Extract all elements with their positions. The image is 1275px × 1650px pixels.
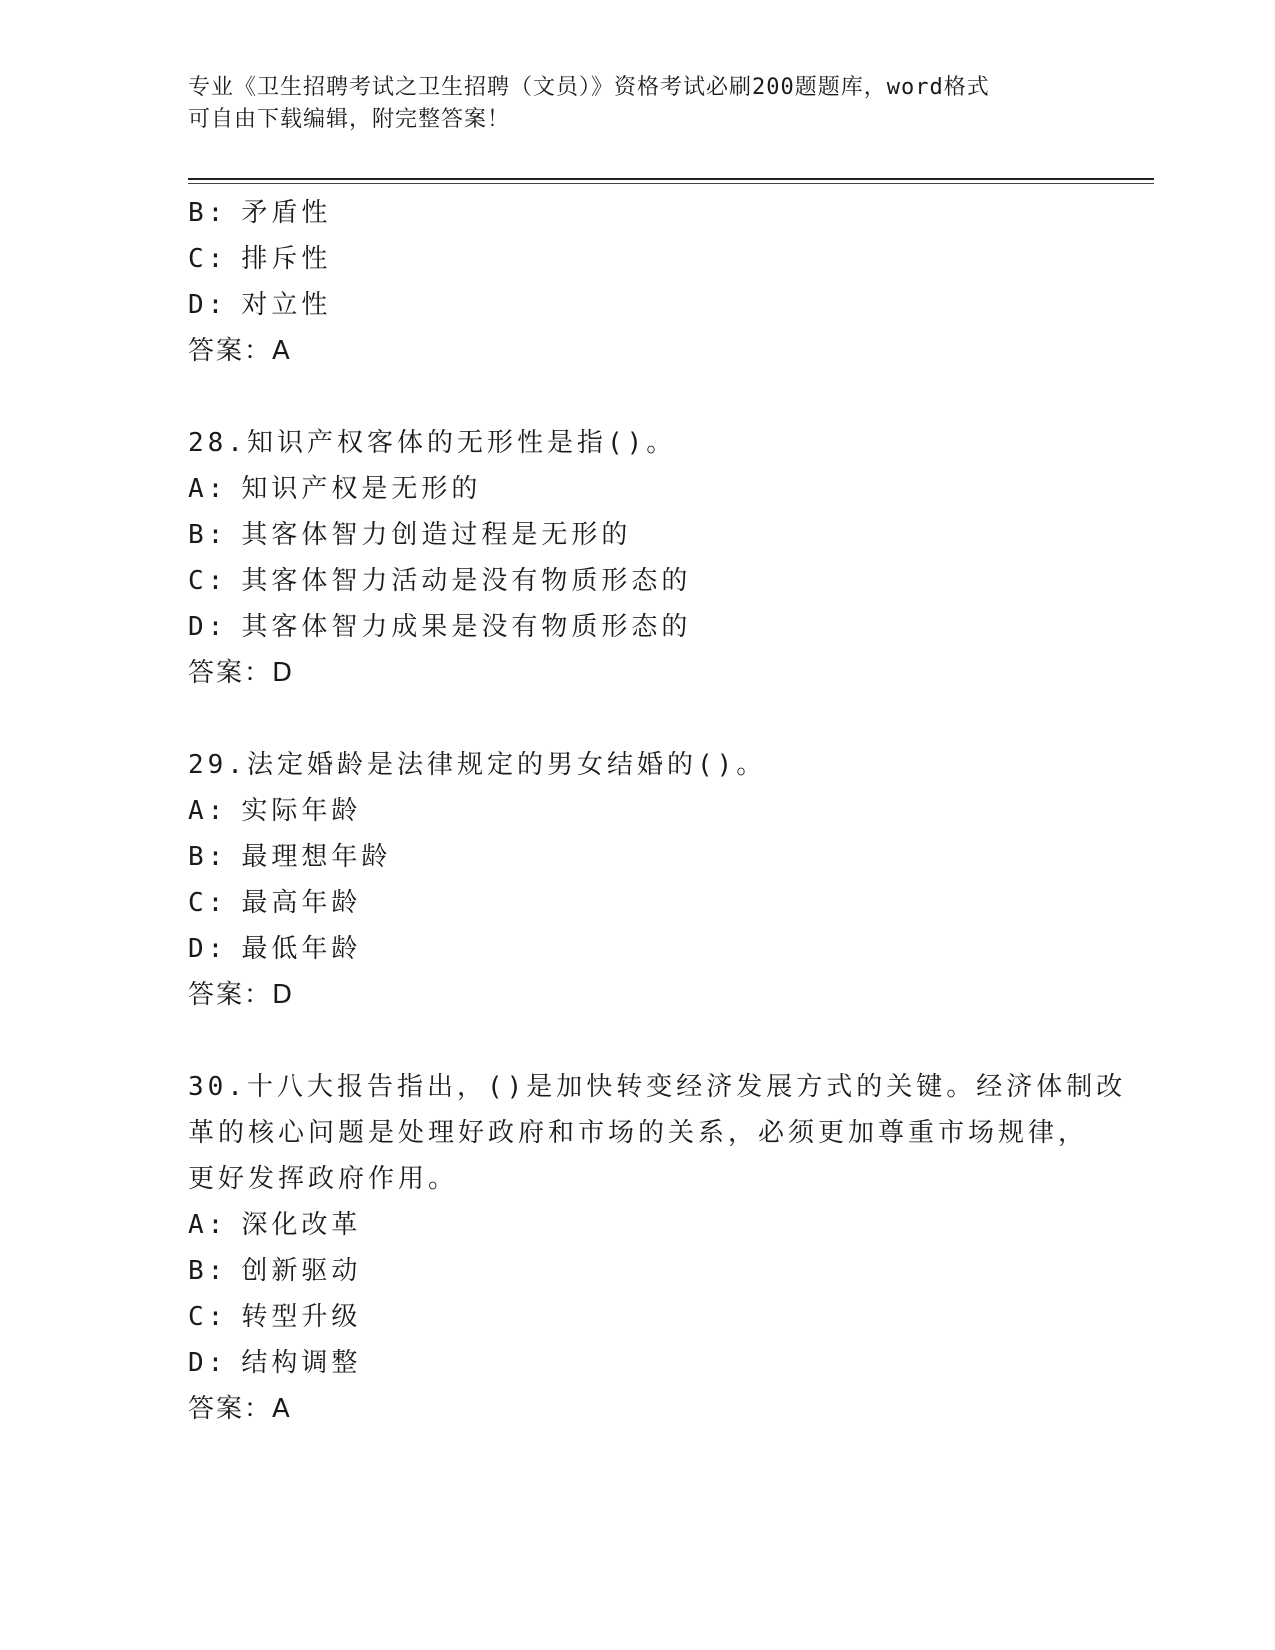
option-text: 创新驱动	[241, 1256, 362, 1286]
option-label: D:	[188, 612, 228, 642]
option-d	[188, 926, 1088, 972]
question-list	[188, 190, 1127, 1432]
option-c	[188, 236, 1088, 282]
option-label: A:	[188, 796, 228, 826]
option-text: 深化改革	[241, 1210, 362, 1240]
option-label: C:	[188, 1302, 228, 1332]
option-text: 最高年龄	[241, 888, 362, 918]
option-label: B:	[188, 520, 228, 550]
question-text: 28.知识产权客体的无形性是指()。	[188, 428, 677, 458]
option-text: 转型升级	[241, 1302, 362, 1332]
option-label: A:	[188, 474, 228, 504]
question-text-line-3: 更好发挥政府作用。	[188, 1164, 459, 1194]
option-text: 其客体智力活动是没有物质形态的	[241, 566, 692, 596]
option-text: 知识产权是无形的	[241, 474, 482, 504]
answer-line: 答案：D	[188, 980, 295, 1010]
question-block-27	[188, 190, 1088, 374]
option-a	[188, 466, 1088, 512]
option-text: 结构调整	[241, 1348, 362, 1378]
question-text-line-1: 30.十八大报告指出，()是加快转变经济发展方式的关键。经济体制改	[188, 1072, 1127, 1102]
question-block-29	[188, 742, 1088, 1018]
header-line-2: 可自由下载编辑，附完整答案！	[188, 107, 511, 132]
option-c	[188, 1294, 1088, 1340]
answer-line: 答案：D	[188, 658, 295, 688]
option-b	[188, 1248, 1088, 1294]
option-text: 最理想年龄	[241, 842, 392, 872]
option-text: 矛盾性	[241, 198, 332, 228]
option-label: D:	[188, 934, 228, 964]
option-label: C:	[188, 244, 228, 274]
option-label: D:	[188, 290, 228, 320]
option-a	[188, 788, 1088, 834]
option-b	[188, 834, 1088, 880]
option-d	[188, 1340, 1088, 1386]
option-text: 最低年龄	[241, 934, 362, 964]
option-d	[188, 604, 1088, 650]
option-label: C:	[188, 566, 228, 596]
header-divider-thin	[188, 183, 1154, 184]
question-text-line-2: 革的核心问题是处理好政府和市场的关系，必须更加尊重市场规律，	[188, 1118, 1089, 1148]
option-b	[188, 512, 1088, 558]
question-block-28	[188, 420, 1088, 696]
option-text: 其客体智力成果是没有物质形态的	[241, 612, 692, 642]
spacer	[188, 696, 1088, 742]
option-text: 对立性	[241, 290, 332, 320]
header-divider-thick	[188, 178, 1154, 180]
option-label: C:	[188, 888, 228, 918]
question-text: 29.法定婚龄是法律规定的男女结婚的()。	[188, 750, 767, 780]
option-c	[188, 880, 1088, 926]
option-d	[188, 282, 1088, 328]
question-block-30	[188, 1064, 1127, 1432]
option-text: 其客体智力创造过程是无形的	[241, 520, 632, 550]
option-label: B:	[188, 842, 228, 872]
spacer	[188, 374, 1088, 420]
document-header	[188, 72, 1068, 136]
answer-line: 答案：A	[188, 1394, 292, 1424]
option-a	[188, 1202, 1088, 1248]
option-label: B:	[188, 198, 228, 228]
answer-line: 答案：A	[188, 336, 292, 366]
option-text: 排斥性	[241, 244, 332, 274]
option-b	[188, 190, 1088, 236]
option-label: B:	[188, 1256, 228, 1286]
spacer	[188, 1018, 1088, 1064]
option-c	[188, 558, 1088, 604]
option-text: 实际年龄	[241, 796, 362, 826]
option-label: A:	[188, 1210, 228, 1240]
option-label: D:	[188, 1348, 228, 1378]
header-line-1: 专业《卫生招聘考试之卫生招聘（文员）》资格考试必刷200题题库，word格式	[188, 75, 990, 100]
